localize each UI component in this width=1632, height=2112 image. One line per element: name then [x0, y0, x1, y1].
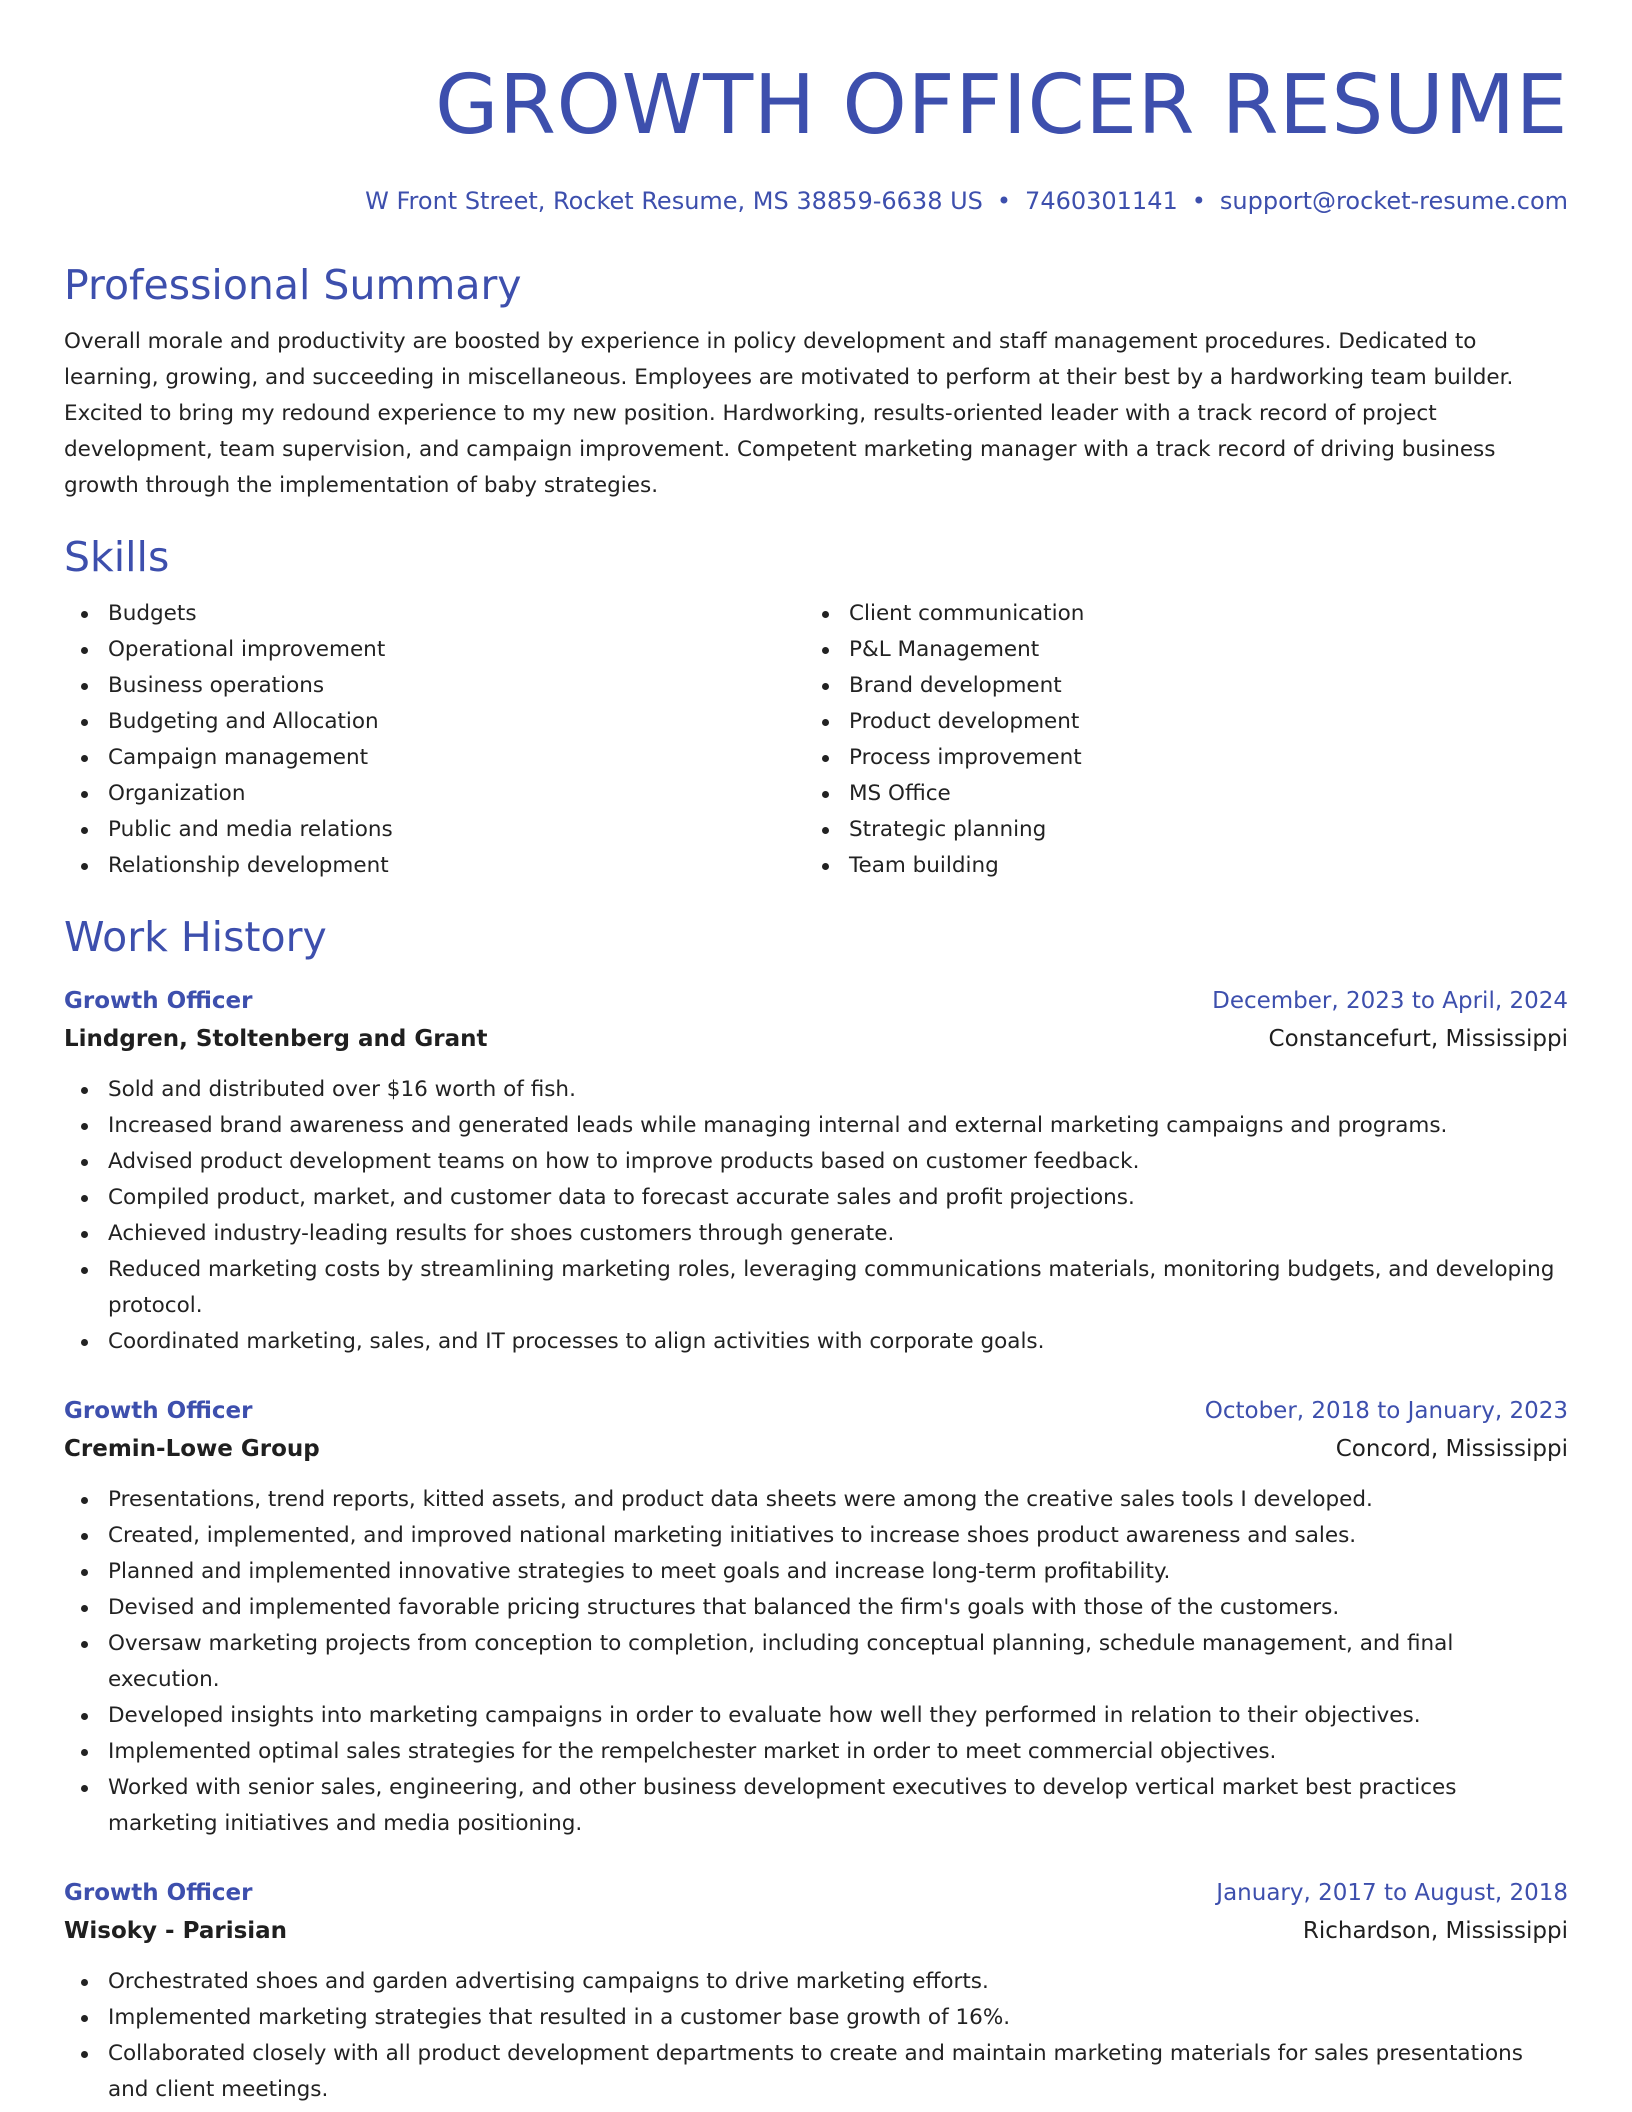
job-entry: [64, 1874, 1568, 2108]
skill-item: Relationship development: [108, 848, 805, 884]
skills-heading: Skills: [64, 533, 170, 581]
summary-text: Overall morale and productivity are boosted by experience in policy development and staff management procedures. Dedicated to learning, growing, and succeeding in miscellaneous. Employees are motivated to perform at their best by a hardworking team builder. Excited to bring my redound experience to my new position. Hardworking, results-oriented leader with a track record of project development, team supervision, and campaign improvement. Competent marketing manager with a track record of driving business growth through the implementation of baby strategies.: [64, 329, 1514, 498]
job-title-row: [64, 1874, 1568, 1912]
job-bullet: Developed insights into marketing campaigns in order to evaluate how well they performed in relation to their objectives.: [108, 1698, 1568, 1734]
skill-item: Organization: [108, 776, 805, 812]
job-bullet: Implemented optimal sales strategies for the rempelchester market in order to meet commercial objectives.: [108, 1734, 1568, 1770]
job-company-row: [64, 1912, 1568, 1950]
skill-item: Business operations: [108, 668, 805, 704]
job-bullet: Oversaw marketing projects from conception to completion, including conceptual planning, schedule management, and final execution.: [108, 1626, 1568, 1698]
job-title-row: [64, 1392, 1568, 1430]
contact-address: W Front Street, Rocket Resume, MS 38859-6638 US: [365, 187, 983, 215]
job-dates: January, 2017 to August, 2018: [1216, 1880, 1568, 1906]
job-location: Richardson, Mississippi: [1302, 1918, 1568, 1944]
job-company: Lindgren, Stoltenberg and Grant: [64, 1026, 488, 1052]
job-bullet: Advised product development teams on how to improve products based on customer feedback.: [108, 1144, 1568, 1180]
skills-columns: [64, 596, 1568, 884]
work-history-heading: Work History: [64, 913, 327, 961]
skill-item: P&L Management: [849, 632, 1568, 668]
job-title: Growth Officer: [64, 1398, 253, 1424]
job-title: Growth Officer: [64, 988, 253, 1014]
job-location: Concord, Mississippi: [1335, 1436, 1568, 1462]
skill-item: Client communication: [849, 596, 1568, 632]
job-bullet: Devised and implemented favorable pricing structures that balanced the firm's goals with those of the customers.: [108, 1590, 1568, 1626]
resume-header: [64, 58, 1568, 216]
skill-item: Campaign management: [108, 740, 805, 776]
job-bullets: [64, 1482, 1568, 1842]
contact-separator: •: [1191, 187, 1206, 215]
job-bullet: Increased brand awareness and generated leads while managing internal and external marketing campaigns and programs.: [108, 1108, 1568, 1144]
skill-item: Product development: [849, 704, 1568, 740]
job-dates: October, 2018 to January, 2023: [1204, 1398, 1568, 1424]
contact-separator: •: [996, 187, 1012, 215]
job-entry: [64, 1392, 1568, 1842]
job-company: Cremin-Lowe Group: [64, 1436, 320, 1462]
job-entry: [64, 982, 1568, 1360]
job-company-row: [64, 1430, 1568, 1468]
skill-item: Operational improvement: [108, 632, 805, 668]
resume-title: GROWTH OFFICER RESUME: [434, 58, 1568, 153]
job-bullets: [64, 1072, 1568, 1360]
job-company: Wisoky - Parisian: [64, 1918, 288, 1944]
skills-list-left: [64, 596, 805, 884]
skill-item: MS Office: [849, 776, 1568, 812]
job-company-row: [64, 1020, 1568, 1058]
job-bullet: Planned and implemented innovative strategies to meet goals and increase long-term profitability.: [108, 1554, 1568, 1590]
skill-item: Brand development: [849, 668, 1568, 704]
job-bullet: Worked with senior sales, engineering, and other business development executives to develop vertical market best practices marketing initiatives and media positioning.: [108, 1770, 1568, 1842]
job-dates: December, 2023 to April, 2024: [1212, 988, 1568, 1014]
job-title-row: [64, 982, 1568, 1020]
skill-item: Budgets: [108, 596, 805, 632]
job-title: Growth Officer: [64, 1880, 253, 1906]
skill-item: Budgeting and Allocation: [108, 704, 805, 740]
skill-item: Public and media relations: [108, 812, 805, 848]
job-bullet: Coordinated marketing, sales, and IT processes to align activities with corporate goals.: [108, 1324, 1568, 1360]
summary-heading: Professional Summary: [64, 261, 522, 309]
job-bullet: Compiled product, market, and customer data to forecast accurate sales and profit projections.: [108, 1180, 1568, 1216]
job-bullets: [64, 1964, 1568, 2108]
contact-line: [64, 186, 1568, 216]
job-bullet: Sold and distributed over $16 worth of fish.: [108, 1072, 1568, 1108]
skill-item: Process improvement: [849, 740, 1568, 776]
job-bullet: Orchestrated shoes and garden advertising campaigns to drive marketing efforts.: [108, 1964, 1568, 2000]
job-bullet: Created, implemented, and improved national marketing initiatives to increase shoes product awareness and sales.: [108, 1518, 1568, 1554]
skills-list-right: [805, 596, 1568, 884]
job-bullet: Collaborated closely with all product development departments to create and maintain marketing materials for sales presentations and client meetings.: [108, 2036, 1568, 2108]
skill-item: Strategic planning: [849, 812, 1568, 848]
skill-item: Team building: [849, 848, 1568, 884]
job-bullet: Presentations, trend reports, kitted assets, and product data sheets were among the creative sales tools I developed.: [108, 1482, 1568, 1518]
job-location: Constancefurt, Mississippi: [1268, 1026, 1568, 1052]
job-bullet: Implemented marketing strategies that resulted in a customer base growth of 16%.: [108, 2000, 1568, 2036]
job-bullet: Achieved industry-leading results for shoes customers through generate.: [108, 1216, 1568, 1252]
job-bullet: Reduced marketing costs by streamlining marketing roles, leveraging communications materials, monitoring budgets, and developing protocol.: [108, 1252, 1568, 1324]
contact-email: support@rocket-resume.com: [1219, 187, 1568, 215]
contact-phone: 7460301141: [1025, 187, 1178, 215]
